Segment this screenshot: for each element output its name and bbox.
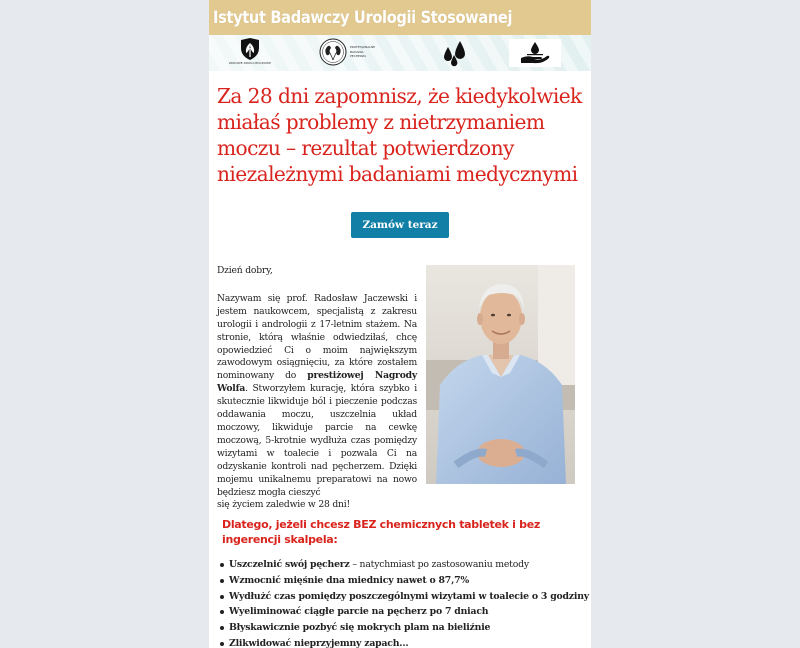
logo-water-drops <box>443 41 467 67</box>
intro-text-part: Nazywam się prof. Radosław Jaczewski i jestem naukowcem, specjalistą z zakresu urologii i andrologii z 17-letnim stażem. Na stronie, którą właśnie odwiedziłaś, chcę opowiedzieć Ci o moim największym zawodowym osiągnięciu, za które zostałem nominowany do <box>217 292 417 382</box>
logo-hand-drop <box>509 39 561 67</box>
benefit-bold: Błyskawicznie pozbyć się mokrych plam na bieliźnie <box>229 622 491 634</box>
intro-text <box>217 265 417 512</box>
landing-page <box>209 0 591 648</box>
site-header <box>209 0 591 35</box>
professor-photo <box>426 265 575 484</box>
list-item <box>229 620 591 636</box>
intro-text-part: . Stworzyłem kurację, która szybko i skutecznie likwiduje ból i pieczenie podczas oddawania moczu, uszczelnia układ moczowy, likwiduje parcie na cewkę moczową, 5-krotnie wydłuża czas pomiędzy wizytami w toalecie i pozwala Ci na odzyskanie kontroli nad pęcherzem. Dzięki mojemu unikalnemu preparatowi na nowo będziesz mogła cieszyć <box>217 383 417 498</box>
benefits-list <box>209 557 591 648</box>
water-drops-icon <box>443 41 467 67</box>
list-item <box>229 557 591 573</box>
kidney-badge-icon <box>319 38 347 66</box>
greeting: Dzień dobry, <box>217 265 273 276</box>
list-item <box>229 636 591 648</box>
intro-paragraph <box>217 293 417 500</box>
benefits-heading: Dlatego, jeżeli chcesz BEZ chemicznych tabletek i bez ingerencji skalpela: <box>222 518 541 546</box>
logo-caption-line: PROFESJONALNE <box>350 45 376 50</box>
logo-profesjonalne-badania <box>319 38 375 66</box>
site-title: Istytut Badawczy Urologii Stosowanej <box>213 7 513 28</box>
logo-caption-line: PĘCHERZA <box>350 54 367 59</box>
benefit-bold: Wyeliminować ciągłe parcie na pęcherz po 7 dniach <box>229 606 489 618</box>
intro-last-line: się życiem zaledwie w 28 dni! <box>217 499 350 511</box>
hand-drop-icon <box>517 41 553 65</box>
benefit-bold: Zlikwidować nieprzyjemny zapach... <box>229 637 409 648</box>
list-item <box>229 573 591 589</box>
logo-caption-line: BADANIA <box>350 49 364 54</box>
list-item <box>229 604 591 620</box>
logo-strip <box>209 35 591 71</box>
list-item <box>229 589 591 605</box>
benefit-bold: Wydłużć czas pomiędzy poszczególnymi wizytami w toalecie o 3 godziny <box>229 590 589 602</box>
logo-zdrowe-drogi <box>229 38 271 65</box>
benefit-bold: Uszczelnić swój pęcherz <box>229 559 350 570</box>
order-now-button[interactable]: Zamów teraz <box>351 212 448 238</box>
logo-caption: ZDROWE DROGI MOCZOWE <box>229 61 271 65</box>
shield-leaf-icon <box>238 38 262 60</box>
benefit-rest: – natychmiast po zastosowaniu metody <box>349 559 529 570</box>
cta-container <box>209 212 591 238</box>
page-headline: Za 28 dni zapomnisz, że kiedykolwiek miałaś problemy z nietrzymaniem moczu – rezultat potwierdzony niezależnymi badaniami medycznymi <box>217 84 582 186</box>
award-name: prestiżowej Nagrody Wolfa <box>217 370 417 395</box>
man-portrait-image <box>426 265 575 484</box>
benefit-bold: Wzmocnić mięśnie dna miednicy nawet o 87,7% <box>229 574 470 586</box>
